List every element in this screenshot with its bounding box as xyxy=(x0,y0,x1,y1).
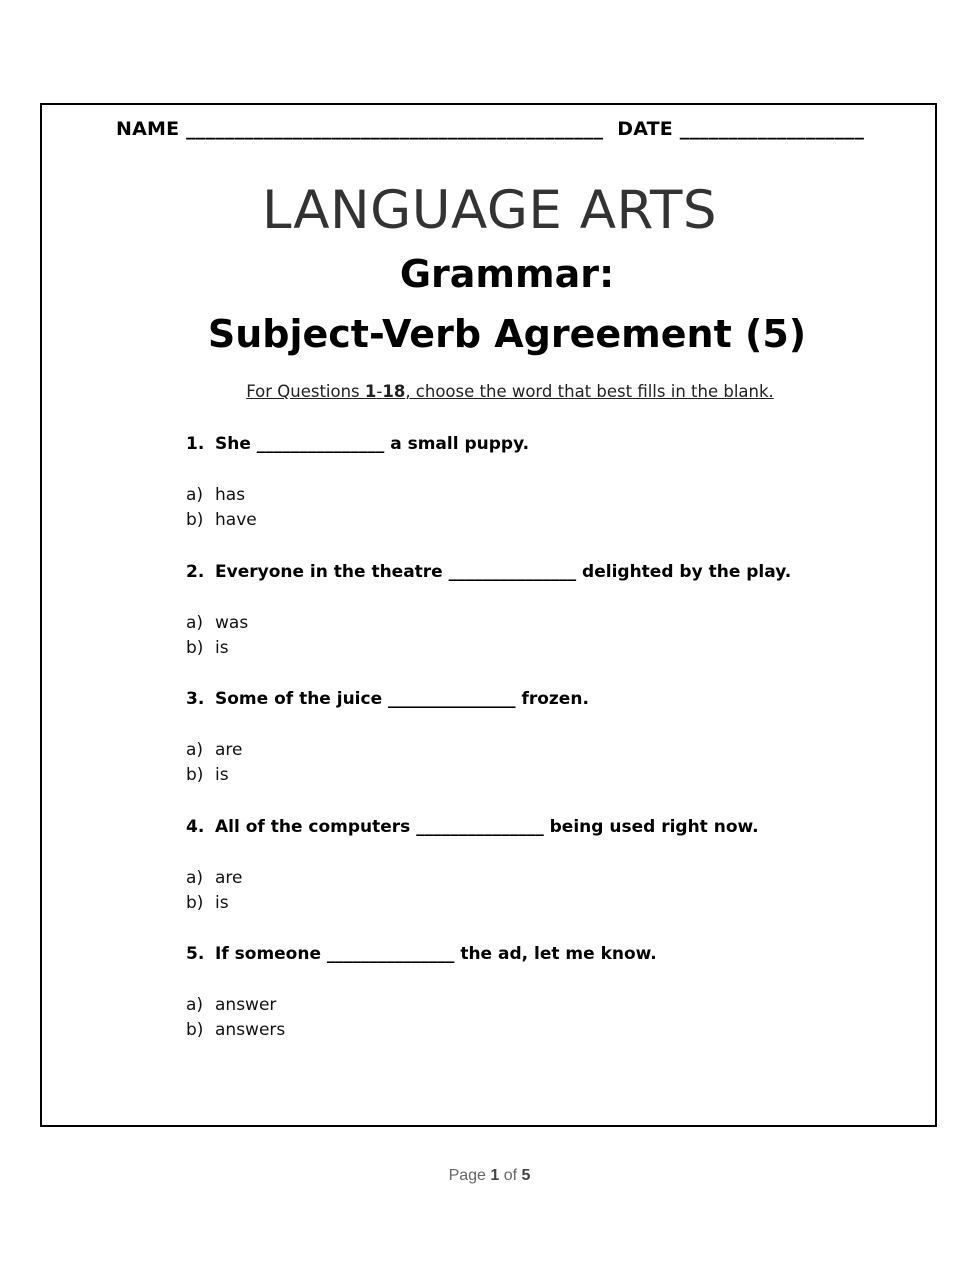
option-label: a) xyxy=(186,740,204,760)
option-text: answer xyxy=(215,995,277,1015)
footer-total-pages: 5 xyxy=(521,1167,531,1184)
option-1b[interactable] xyxy=(186,510,257,530)
instructions-range-end: 18 xyxy=(382,382,406,401)
option-4a[interactable] xyxy=(186,868,243,888)
question-3 xyxy=(186,689,589,709)
option-5b[interactable] xyxy=(186,1020,285,1040)
date-field[interactable]: DATE ___________________ xyxy=(617,118,865,140)
name-field[interactable]: NAME ___________________________________________ xyxy=(116,118,604,140)
instructions-dash: - xyxy=(376,382,383,401)
name-date-row xyxy=(116,118,864,140)
option-3b[interactable] xyxy=(186,765,229,785)
option-label: b) xyxy=(186,893,204,913)
question-text: Some of the juice _______________ frozen. xyxy=(215,689,589,709)
option-text: are xyxy=(215,740,243,760)
page-footer xyxy=(0,1167,979,1185)
option-text: are xyxy=(215,868,243,888)
option-1a[interactable] xyxy=(186,485,245,505)
question-4 xyxy=(186,817,759,837)
option-3a[interactable] xyxy=(186,740,243,760)
option-5a[interactable] xyxy=(186,995,276,1015)
page-title: LANGUAGE ARTS xyxy=(262,180,717,241)
instructions-prefix: For Questions xyxy=(246,382,365,401)
question-number: 3. xyxy=(186,689,205,709)
option-label: b) xyxy=(186,510,204,530)
subtitle-topic: Subject-Verb Agreement (5) xyxy=(207,312,807,356)
option-text: is xyxy=(215,893,229,913)
option-4b[interactable] xyxy=(186,893,229,913)
option-label: a) xyxy=(186,995,204,1015)
option-2b[interactable] xyxy=(186,638,229,658)
question-number: 5. xyxy=(186,944,205,964)
question-number: 4. xyxy=(186,817,205,837)
question-text: She _______________ a small puppy. xyxy=(215,434,530,454)
question-text: If someone _______________ the ad, let me know. xyxy=(215,944,657,964)
option-label: b) xyxy=(186,1020,204,1040)
instructions-range-start: 1 xyxy=(364,382,377,401)
option-label: a) xyxy=(186,613,204,633)
option-text: have xyxy=(215,510,257,530)
option-text: is xyxy=(215,638,229,658)
question-text: All of the computers _______________ being used right now. xyxy=(215,817,759,837)
instructions xyxy=(0,382,979,401)
subtitle-grammar: Grammar: xyxy=(399,252,615,296)
question-number: 2. xyxy=(186,562,205,582)
option-text: has xyxy=(215,485,246,505)
question-text: Everyone in the theatre _______________ delighted by the play. xyxy=(215,562,792,582)
option-2a[interactable] xyxy=(186,613,248,633)
footer-page-word: Page xyxy=(448,1167,491,1184)
footer-of-word: of xyxy=(499,1167,522,1184)
option-label: a) xyxy=(186,485,204,505)
question-number: 1. xyxy=(186,434,205,454)
option-text: was xyxy=(215,613,249,633)
instructions-suffix: , choose the word that best fills in the blank. xyxy=(405,382,774,401)
question-1 xyxy=(186,434,529,454)
question-2 xyxy=(186,562,791,582)
footer-page-number: 1 xyxy=(490,1167,500,1184)
option-text: answers xyxy=(215,1020,286,1040)
option-label: a) xyxy=(186,868,204,888)
option-text: is xyxy=(215,765,229,785)
option-label: b) xyxy=(186,638,204,658)
question-5 xyxy=(186,944,657,964)
option-label: b) xyxy=(186,765,204,785)
